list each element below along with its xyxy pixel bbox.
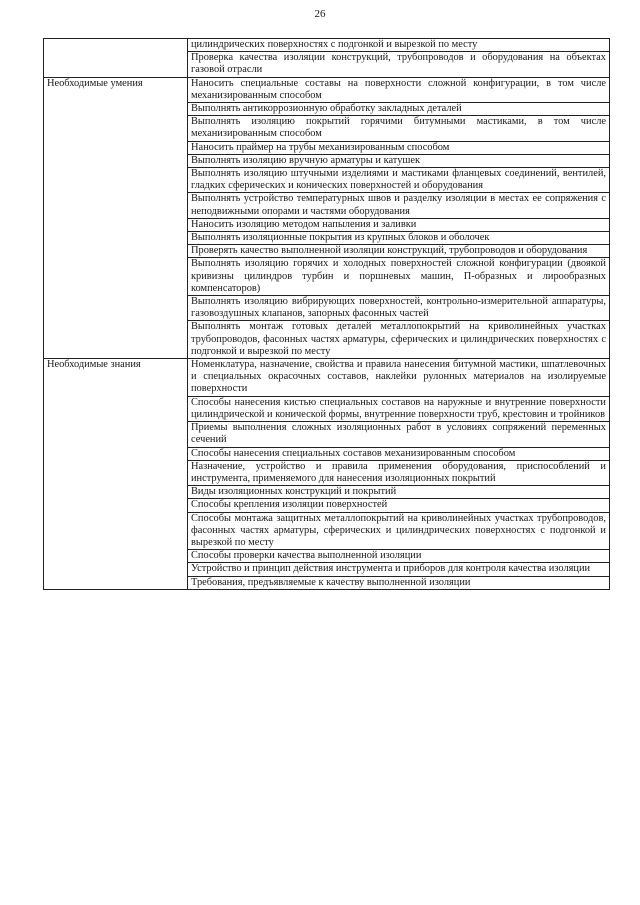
requirement-cell: Способы крепления изоляции поверхностей (188, 499, 610, 512)
requirement-cell: Выполнять монтаж готовых деталей металлопокрытий на криволинейных участках трубопроводов, фасонных частях арматуры, сферических и цилиндрических поверхностях с подгонкой и вырезкой по месту (188, 321, 610, 359)
requirement-cell: Выполнять антикоррозионную обработку закладных деталей (188, 103, 610, 116)
requirement-cell: Выполнять изоляцию горячих и холодных поверхностей сложной конфигурации (двоякой кривизны цилиндров турбин и поршневых машин, П-образных и лирообразных компенсаторов) (188, 258, 610, 296)
requirement-cell: Приемы выполнения сложных изоляционных работ в условиях сопряжений переменных сечений (188, 422, 610, 447)
table-row (44, 359, 610, 397)
requirement-cell: Требования, предъявляемые к качеству выполненной изоляции (188, 576, 610, 589)
requirement-cell: Устройство и принцип действия инструмента и приборов для контроля качества изоляции (188, 563, 610, 576)
competency-table-body (44, 39, 610, 590)
requirement-cell: Выполнять изоляцию вручную арматуры и катушек (188, 154, 610, 167)
requirement-cell: Выполнять изоляцию штучными изделиями и мастиками фланцевых соединений, вентилей, гладких сферических и конических поверхностей и оборудования (188, 168, 610, 193)
requirement-cell: Наносить специальные составы на поверхности сложной конфигурации, в том числе механизированным способом (188, 77, 610, 102)
requirement-cell: Способы нанесения кистью специальных составов на наружные и внутренние поверхности цилиндрической и конической формы, внутренние поверхности труб, крестовин и тройников (188, 396, 610, 421)
requirement-cell: Проверять качество выполненной изоляции конструкций, трубопроводов и оборудования (188, 245, 610, 258)
requirement-cell: Наносить изоляцию методом напыления и заливки (188, 218, 610, 231)
table-row (44, 77, 610, 102)
requirement-cell: Способы проверки качества выполненной изоляции (188, 550, 610, 563)
requirement-cell: Проверка качества изоляции конструкций, трубопроводов и оборудования на объектах газовой отрасли (188, 52, 610, 77)
requirement-cell: Выполнять изоляционные покрытия из крупных блоков и оболочек (188, 232, 610, 245)
requirement-cell: Назначение, устройство и правила применения оборудования, приспособлений и инструмента, применяемого для нанесения изоляционных покрытий (188, 460, 610, 485)
requirement-cell: Выполнять изоляцию вибрирующих поверхностей, контрольно-измерительной аппаратуры, газовоздушных клапанов, запорных фасонных частей (188, 296, 610, 321)
requirement-cell: Выполнять устройство температурных швов и разделку изоляции в местах ее сопряжения с неподвижными опорами и частями оборудования (188, 193, 610, 218)
requirement-cell: Номенклатура, назначение, свойства и правила нанесения битумной мастики, шпатлевочных и специальных окрасочных составов, наклейки рулонных материалов на изолируемые поверхности (188, 359, 610, 397)
section-heading: Необходимые умения (44, 77, 188, 358)
requirement-cell: цилиндрических поверхностях с подгонкой и вырезкой по месту (188, 39, 610, 52)
table-row (44, 39, 610, 52)
page-number: 26 (314, 8, 326, 20)
requirement-cell: Способы монтажа защитных металлопокрытий на криволинейных участках трубопроводов, фасонных частях арматуры, сферических и цилиндрических поверхностях с подгонкой и вырезкой по месту (188, 512, 610, 550)
competency-table (43, 38, 610, 590)
section-heading: Необходимые знания (44, 359, 188, 590)
requirement-cell: Виды изоляционных конструкций и покрытий (188, 486, 610, 499)
requirement-cell: Наносить праймер на трубы механизированным способом (188, 141, 610, 154)
section-heading-continued (44, 39, 188, 78)
requirement-cell: Выполнять изоляцию покрытий горячими битумными мастиками, в том числе механизированным способом (188, 116, 610, 141)
requirement-cell: Способы нанесения специальных составов механизированным способом (188, 447, 610, 460)
